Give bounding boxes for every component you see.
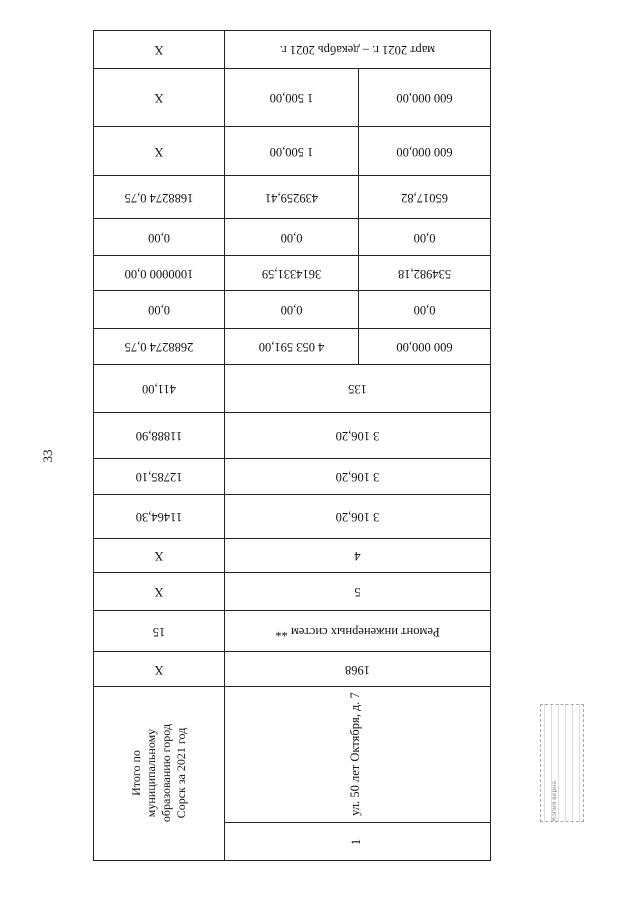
address-cell: ул. 50 лет Октября, д. 7 [348,692,363,816]
cell-r4-c1: 0,00 [148,230,170,245]
cell-r2-c3: 600 000,00 [396,144,453,159]
cell-r5-c3: 534982,18 [397,266,452,281]
cell-r15-c2: 1968 [345,662,370,677]
cell-r4-c3: 0,00 [413,230,436,245]
cell-r8-c1: 411,00 [142,382,176,397]
cell-r2-c2: 1 500,00 [269,144,314,159]
cell-r12-c2: 4 [354,549,361,564]
cell-r2-c1: Х [154,144,164,159]
cell-r7-c1: 2688274 0,75 [124,340,194,355]
cell-r0-c1: Х [154,43,164,58]
cell-r12-c1: Х [154,549,164,564]
cell-r13-c1: Х [154,585,164,600]
cell-r11-c1: 11464,30 [135,510,183,525]
cell-r10-c2: 3 106,20 [335,470,380,485]
cell-r13-c2: 5 [354,585,361,600]
cell-r6-c1: 0,00 [148,303,170,318]
cell-r8-c2: 135 [348,382,367,397]
cell-r10-c1: 12785,10 [135,470,183,485]
cell-r0-c2: март 2021 г. – декабрь 2021 г. [279,43,436,58]
cell-r3-c2: 439259,41 [264,190,319,205]
stamp-image [540,704,584,822]
total-label: Итого по муниципальному образованию город Сорск за 2021 год [129,723,188,823]
cell-r9-c1: 11888,90 [135,429,183,444]
row-number-cell: 1 [349,838,364,846]
cell-r3-c3: 65017,82 [401,190,448,205]
stamp-text: Копия верна [551,781,558,821]
cell-r6-c3: 0,00 [413,303,436,318]
cell-r4-c2: 0,00 [280,230,303,245]
cell-r11-c2: 3 106,20 [335,510,380,525]
cell-r1-c3: 600 000,00 [396,91,453,106]
cell-r7-c2: 4 053 591,00 [258,340,325,355]
cell-r7-c3: 600 000,00 [396,340,453,355]
cell-r15-c1: Х [154,662,164,677]
cell-r1-c1: Х [154,91,164,106]
cell-r14-c2: Ремонт инженерных систем ** [275,624,440,639]
cell-r1-c2: 1 500,00 [269,91,314,106]
page-number: 33 [40,449,55,463]
cell-r5-c1: 1000000 0,00 [124,266,194,281]
cell-r9-c2: 3 106,20 [335,429,380,444]
cell-r14-c1: 15 [152,624,166,639]
cell-r3-c1: 1688274 0,75 [124,190,194,205]
cell-r6-c2: 0,00 [280,303,303,318]
cell-r5-c2: 3614331,59 [261,266,322,281]
